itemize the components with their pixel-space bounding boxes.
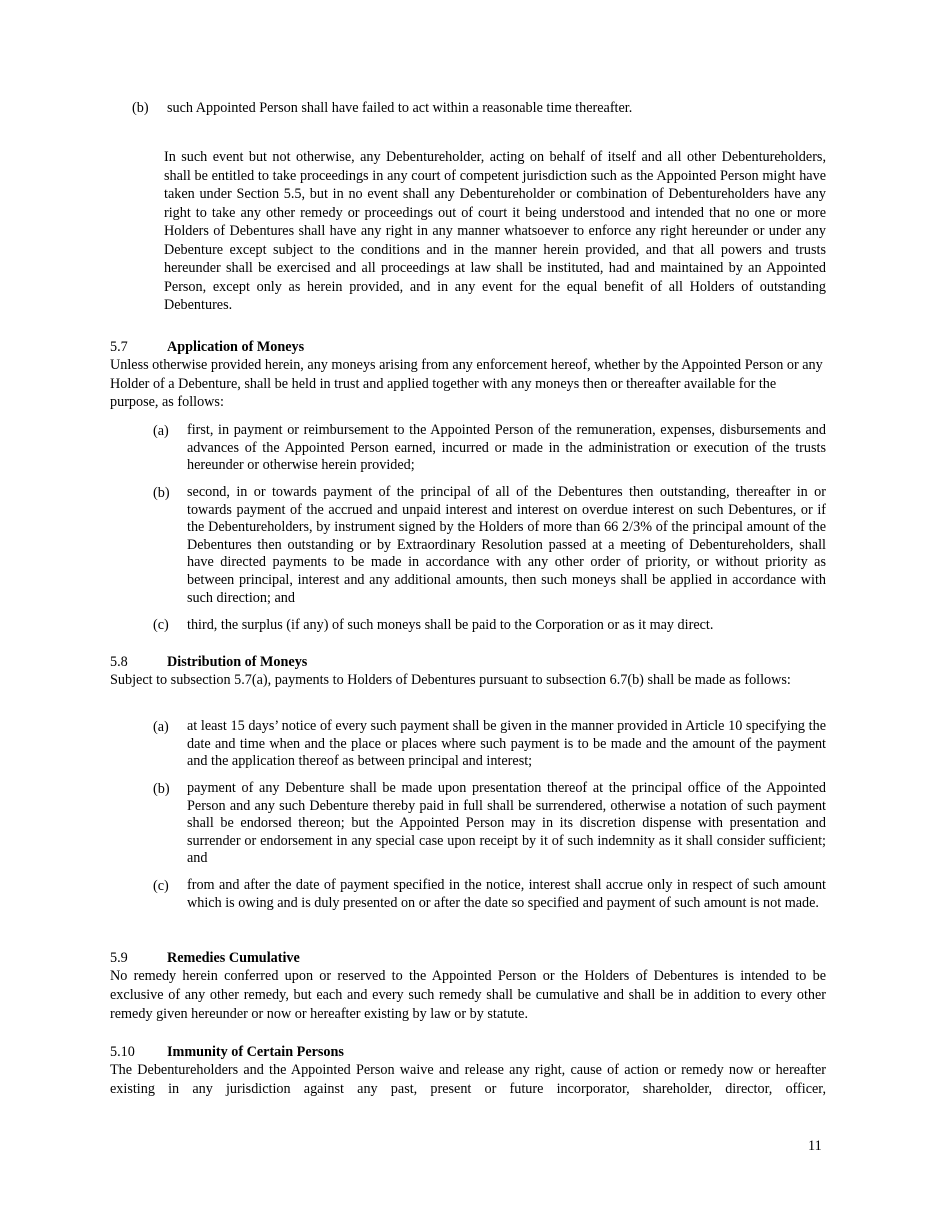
section-number: 5.8 xyxy=(110,654,128,670)
section-body: No remedy herein conferred upon or reserved to the Appointed Person or the Holders of Debentures is intended to be exclusive of any other remedy, but each and every such remedy shall be cumulative and shall be in addition to every other remedy given hereunder or now or hereafter existing by law or by statute. xyxy=(110,968,826,1022)
section-number: 5.7 xyxy=(110,339,128,355)
list-label: (c) xyxy=(153,617,169,633)
list-item-text: at least 15 days’ notice of every such payment shall be given in the manner provided in Article 10 specifying the date and time when and the place or places where such payment is to be made and the amount of the payment and the application thereof as between principal and interest; xyxy=(187,718,826,770)
section-body: Subject to subsection 5.7(a), payments to Holders of Debentures pursuant to subsection 6.7(b) shall be made as follows: xyxy=(110,672,791,688)
list-label: (b) xyxy=(153,781,170,797)
section-number: 5.9 xyxy=(110,950,128,966)
section-title: Distribution of Moneys xyxy=(167,654,308,670)
list-label: (a) xyxy=(153,719,169,735)
section-body: The Debentureholders and the Appointed Person waive and release any right, cause of action or remedy now or hereafter existing in any jurisdiction against any past, present or future incorporator, shareholder, director, officer, xyxy=(110,1062,826,1097)
section-title: Application of Moneys xyxy=(167,339,305,355)
section-number: 5.10 xyxy=(110,1044,135,1060)
continuation-text: such Appointed Person shall have failed to act within a reasonable time thereafter. xyxy=(167,100,633,116)
section-title: Immunity of Certain Persons xyxy=(167,1044,344,1060)
list-label: (b) xyxy=(153,485,170,501)
list-item-text: second, in or towards payment of the principal of all of the Debentures then outstanding, thereafter in or towards payment of the accrued and unpaid interest and interest on overdue interest on such Debentures, or if the Debentureholders, by instrument signed by the Holders of more than 66 2/3% of the principal amount of the Debentures then outstanding or by Extraordinary Resolution passed at a meeting of Debentureholders, shall have directed payments to be made in accordance with any other order of priority, or without priority as between principal, interest and any additional amounts, then such moneys shall be applied in accordance with such direction; and xyxy=(187,484,826,606)
section-title: Remedies Cumulative xyxy=(167,950,300,966)
page-number: 11 xyxy=(808,1138,822,1154)
list-item-text: from and after the date of payment specified in the notice, interest shall accrue only in respect of such amount which is owing and is duly presented on or after the date so specified and payment of such amount is not made. xyxy=(187,877,826,911)
list-label: (a) xyxy=(153,423,169,439)
list-item-text: first, in payment or reimbursement to the Appointed Person of the remuneration, expenses, disbursements and advances of the Appointed Person earned, incurred or made in the administration or execution of the trusts hereunder or otherwise herein provided; xyxy=(187,422,826,474)
list-item-text: third, the surplus (if any) of such moneys shall be paid to the Corporation or as it may direct. xyxy=(187,617,714,633)
section-body: Unless otherwise provided herein, any moneys arising from any enforcement hereof, whether by the Appointed Person or any Holder of a Debenture, shall be held in trust and applied together with any moneys then or thereafter available for the purpose, as follows: xyxy=(110,357,823,410)
list-label: (b) xyxy=(132,100,149,116)
list-item-text: payment of any Debenture shall be made upon presentation thereof at the principal office of the Appointed Person and any such Debenture thereby paid in full shall be surrendered, otherwise a notation of such payment shall be endorsed thereon; but the Appointed Person may in its discretion dispense with presentation and surrender or endorsement in any special case upon receipt by it of such indemnity as it shall consider sufficient; and xyxy=(187,780,826,867)
list-label: (c) xyxy=(153,878,169,894)
intro-paragraph: In such event but not otherwise, any Debentureholder, acting on behalf of itself and all other Debentureholders, shall be entitled to take proceedings in any court of competent jurisdiction such as the Appointed Person might have taken under Section 5.5, but in no event shall any Debentureholder or combination of Debentureholders have any right to take any other remedy or proceedings out of court it being understood and intended that no one or more Holders of Debentures shall have any right in any manner whatsoever to enforce any right hereunder or under any Debenture except subject to the conditions and in the manner herein provided, and that all powers and trusts hereunder shall be exercised and all proceedings at law shall be instituted, had and maintained by an Appointed Person, except only as herein provided, and in any event for the equal benefit of all Holders of outstanding Debentures. xyxy=(164,149,826,313)
